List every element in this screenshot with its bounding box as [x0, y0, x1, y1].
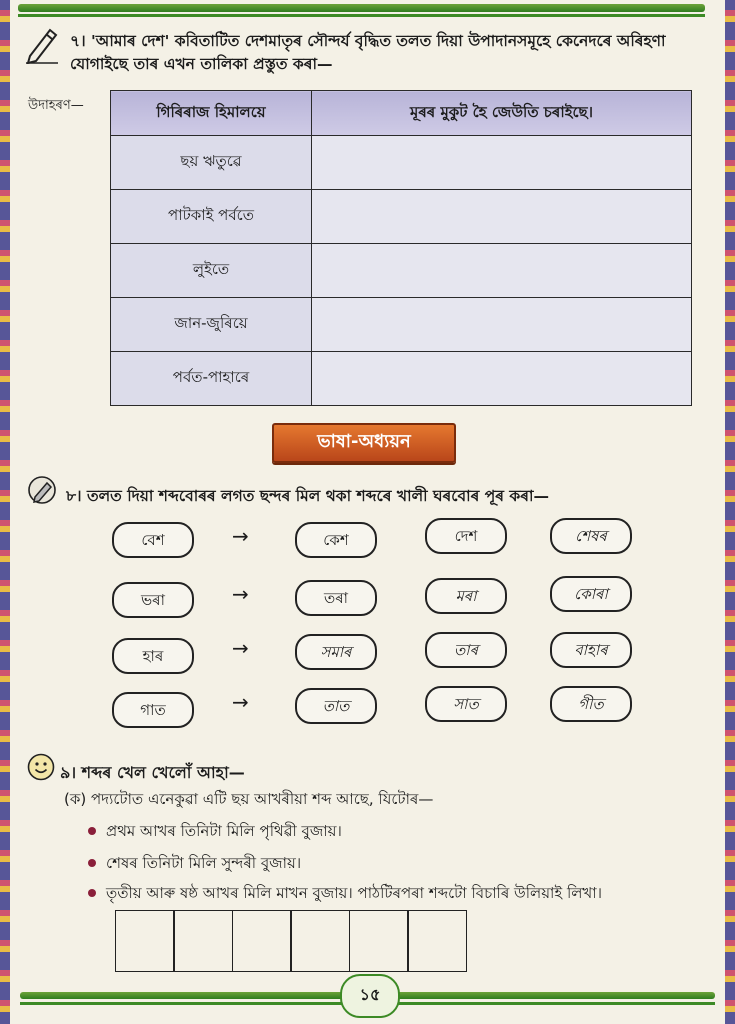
word-pill: কেশ: [295, 522, 377, 558]
word-pill: ভৰা: [112, 582, 194, 618]
letter-box[interactable]: [349, 910, 409, 972]
answer-pill[interactable]: তাত: [295, 688, 377, 724]
word-pill: হাৰ: [112, 638, 194, 674]
section-title: ভাষা-অধ্যয়ন: [272, 423, 456, 463]
q7-table: [110, 90, 692, 406]
word-pill: গাত: [112, 692, 194, 728]
table-row: [111, 352, 692, 406]
answer-pill[interactable]: তাৰ: [425, 632, 507, 668]
arrow-icon: →: [232, 636, 249, 660]
list-item: [88, 882, 602, 907]
answer-cell[interactable]: [312, 298, 692, 352]
answer-pill[interactable]: কোৰা: [550, 576, 632, 612]
answer-pill[interactable]: সাত: [425, 686, 507, 722]
letter-box[interactable]: [407, 910, 467, 972]
answer-pill[interactable]: শেষৰ: [550, 518, 632, 554]
smiley-icon: [26, 752, 56, 782]
page-number: ১৫: [340, 974, 400, 1018]
word-pill: দেশ: [425, 518, 507, 554]
row-label: লুইতে: [111, 244, 312, 298]
arrow-icon: →: [232, 524, 249, 548]
answer-pill[interactable]: সমাৰ: [295, 634, 377, 670]
table-header-row: [111, 91, 692, 136]
right-border: [725, 0, 735, 1024]
table-row: [111, 244, 692, 298]
bullet-text: শেষৰ তিনিটা মিলি সুন্দৰী বুজায়।: [106, 854, 302, 872]
answer-cell[interactable]: [312, 352, 692, 406]
table-row: [111, 298, 692, 352]
answer-cell[interactable]: [312, 244, 692, 298]
question-8-text: ৮। তলত দিয়া শব্দবোৰৰ লগত ছন্দৰ মিল থকা শব্দৰে খালী ঘৰবোৰ পূৰ কৰা—: [66, 487, 549, 505]
letter-box[interactable]: [290, 910, 350, 972]
row-label: পাটকাই পৰ্বতে: [111, 190, 312, 244]
answer-cell[interactable]: [312, 136, 692, 190]
answer-pill[interactable]: মৰা: [425, 578, 507, 614]
answer-cell[interactable]: [312, 190, 692, 244]
letter-boxes: [116, 910, 467, 972]
row-label: পৰ্বত-পাহাৰে: [111, 352, 312, 406]
pencil-icon: [24, 24, 60, 64]
letter-box[interactable]: [115, 910, 175, 972]
table-header-1: গিৰিৰাজ হিমালয়ে: [111, 91, 312, 136]
answer-pill[interactable]: গীত: [550, 686, 632, 722]
table-header-2: মূৰৰ মুকুট হৈ জেউতি চৰাইছে।: [312, 91, 692, 136]
arrow-icon: →: [232, 690, 249, 714]
top-border-line: [18, 14, 705, 17]
word-pill: বেশ: [112, 522, 194, 558]
arrow-icon: →: [232, 582, 249, 606]
word-pill: তৰা: [295, 580, 377, 616]
question-7-text: ৭। 'আমাৰ দেশ' কবিতাটিত দেশমাতৃৰ সৌন্দৰ্য বৃদ্ধিত তলত দিয়া উপাদানসমূহে কেনেদৰে অৰিহণা যোগাইছে তাৰ এখন তালিকা প্ৰস্তুত কৰা—: [70, 32, 666, 73]
example-label: উদাহৰণ—: [28, 98, 84, 113]
table-row: [111, 190, 692, 244]
list-item: [88, 820, 342, 845]
letter-box[interactable]: [173, 910, 233, 972]
bullet-text: প্ৰথম আখৰ তিনিটা মিলি পৃথিৱী বুজায়।: [106, 822, 342, 840]
letter-box[interactable]: [232, 910, 292, 972]
left-border: [0, 0, 10, 1024]
bullet-text: তৃতীয় আৰু ষষ্ঠ আখৰ মিলি মাখন বুজায়। পাঠটিৰপৰা শব্দটো বিচাৰি উলিয়াই লিখা।: [106, 884, 602, 902]
question-9-title: ৯। শব্দৰ খেল খেলোঁ আহা—: [60, 763, 245, 782]
row-label: জান-জুৰিয়ে: [111, 298, 312, 352]
pencil-circle-icon: [26, 474, 58, 506]
list-item: [88, 852, 301, 877]
table-row: [111, 136, 692, 190]
row-label: ছয় ঋতুৱে: [111, 136, 312, 190]
answer-pill[interactable]: বাহাৰ: [550, 632, 632, 668]
question-9a-text: (ক) পদ্যটোত এনেকুৱা এটি ছয় আখৰীয়া শব্দ আছে, যিটোৰ—: [64, 790, 434, 808]
top-border: [18, 4, 705, 12]
